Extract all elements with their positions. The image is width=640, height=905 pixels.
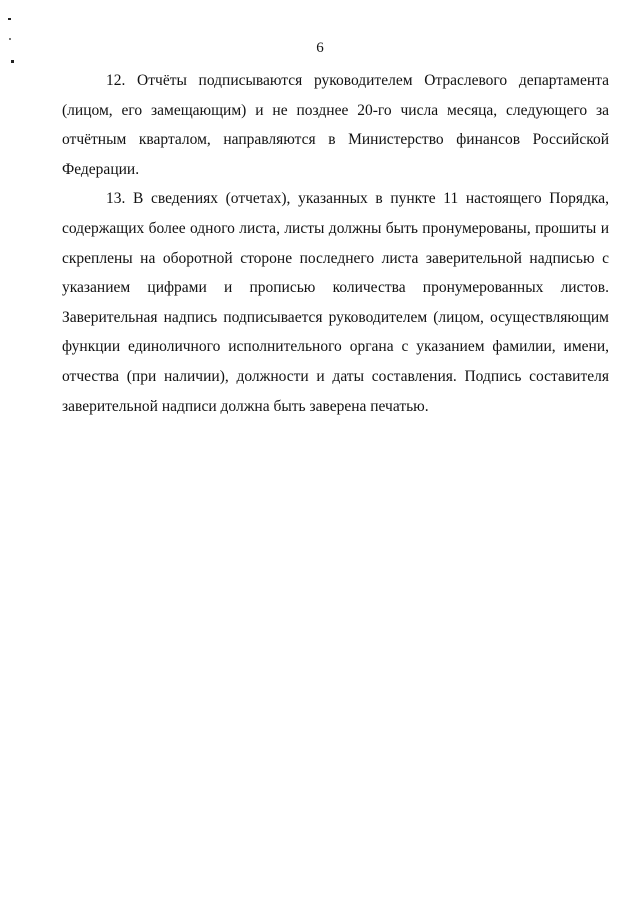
paragraph-13: 13. В сведениях (отчетах), указанных в пункте 11 настоящего Порядка, содержащих более одного листа, листы должны быть пронумерованы, прошиты и скреплены на оборотной стороне последнего листа заверительной надписью с указанием цифрами и прописью количества пронумерованных листов. Заверительная надпись подписывается руководителем (лицом, осуществляющим функции единоличного исполнительного органа с указанием фамилии, имени, отчества (при наличии), должности и даты составления. Подпись составителя заверительной надписи должна быть заверена печатью. [62,190,609,415]
paragraph-12: 12. Отчёты подписываются руководителем Отраслевого департамента (лицом, его замещающим) и не позднее 20-го числа месяца, следующего за отчётным кварталом, направляются в Министерство финансов Российской Федерации. [62,72,609,178]
scan-artifact [11,60,14,63]
document-body [62,66,609,421]
scan-artifact [8,18,11,20]
page-number: 6 [316,40,324,56]
